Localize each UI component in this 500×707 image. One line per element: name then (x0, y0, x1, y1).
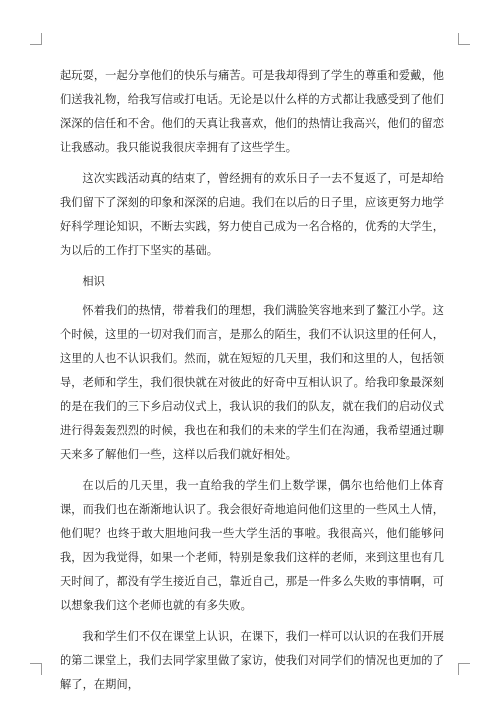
paragraph-arrival: 怀着我们的热情，带着我们的理想，我们满脸笑容地来到了鳌江小学。这个时候，这里的一切对我们而言，是那么的陌生，我们不认识这里的任何人，这里的人也不认识我们。然而，就在短短的几天里，我们和这里的人，包括领导，老师和学生，我们很快就在对彼此的好奇中互相认识了。给我印象最深刻的是在我们的三下乡启动仪式上，我认识的我们的队友，就在我们的启动仪式进行得轰轰烈烈的时候，我也在和我们的未来的学生们在沟通，我希望通过聊天来多了解他们一些，这样以后我们就好相处。 (60, 304, 444, 461)
paragraph-teaching: 在以后的几天里，我一直给我的学生们上数学课，偶尔也给他们上体育课，而我们也在渐渐地认识了。我会很好奇地追问他们这里的一些风土人情，他们呢？也终于敢大胆地问我一些大学生活的事啦。我很高兴，他们能够问我，因为我觉得，如果一个老师，特别是象我们这样的老师，来到这里也有几天时间了，都没有学生接近自己，靠近自己，那是一件多么失败的事情啊，可以想象我们这个老师也就的有多失败。 (60, 479, 444, 612)
section-heading: 相识 (82, 275, 105, 288)
crop-mark-top-right (458, 33, 470, 45)
document-body (60, 64, 444, 704)
paragraph-second-classroom: 我和学生们不仅在课堂上认识，在课下，我们一样可以认识的在我们开展的第二课堂上，我们去同学家里做了家访，使我们对同学们的情况也更加的了解了，在期间， (60, 630, 444, 691)
paragraph-continued: 起玩耍，一起分享他们的快乐与痛苦。可是我却得到了学生的尊重和爱戴，他们送我礼物，给我写信或打电话。无论是以什么样的方式都让我感受到了他们深深的信任和不舍。他们的天真让我喜欢，他们的热情让我高兴，他们的留恋让我感动。我只能说我很庆幸拥有了这些学生。 (60, 69, 444, 154)
crop-mark-bottom-left (30, 663, 42, 675)
paragraph-practice-end: 这次实践活动真的结束了，曾经拥有的欢乐日子一去不复返了，可是却给我们留下了深刻的印象和深深的启迪。我们在以后的日子里，应该更努力地学好科学理论知识，不断去实践，努力使自己成为一名合格的，优秀的大学生，为以后的工作打下坚实的基础。 (60, 172, 444, 257)
crop-mark-top-left (30, 33, 42, 45)
crop-mark-bottom-right (458, 663, 470, 675)
